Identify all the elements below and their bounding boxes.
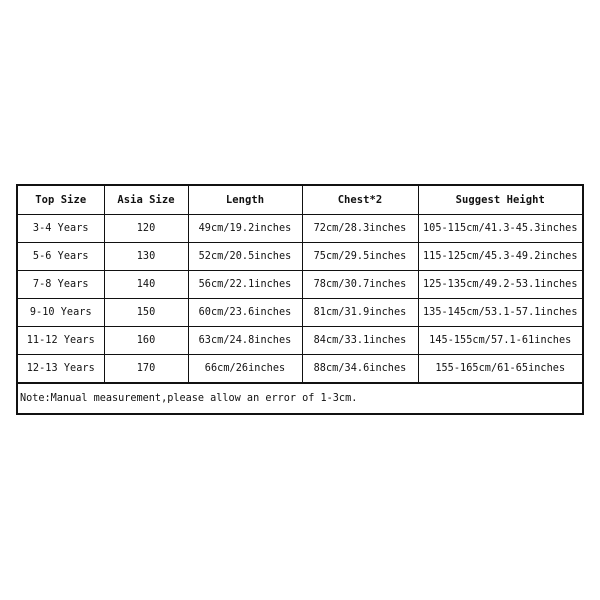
- cell-length: 63cm/24.8inches: [188, 327, 302, 355]
- size-table: [18, 186, 582, 383]
- cell-asia-size: 120: [104, 215, 188, 243]
- cell-top-size: 12-13 Years: [18, 355, 104, 383]
- header-suggest-height: Suggest Height: [418, 186, 582, 215]
- cell-chest: 75cm/29.5inches: [302, 243, 418, 271]
- cell-asia-size: 170: [104, 355, 188, 383]
- size-chart: [16, 184, 584, 415]
- cell-suggest-height: 105-115cm/41.3-45.3inches: [418, 215, 582, 243]
- cell-chest: 81cm/31.9inches: [302, 299, 418, 327]
- cell-top-size: 7-8 Years: [18, 271, 104, 299]
- cell-top-size: 5-6 Years: [18, 243, 104, 271]
- cell-asia-size: 140: [104, 271, 188, 299]
- cell-top-size: 9-10 Years: [18, 299, 104, 327]
- cell-chest: 84cm/33.1inches: [302, 327, 418, 355]
- table-row: [18, 215, 582, 243]
- cell-length: 56cm/22.1inches: [188, 271, 302, 299]
- header-length: Length: [188, 186, 302, 215]
- cell-chest: 88cm/34.6inches: [302, 355, 418, 383]
- table-row: [18, 327, 582, 355]
- cell-suggest-height: 115-125cm/45.3-49.2inches: [418, 243, 582, 271]
- cell-length: 52cm/20.5inches: [188, 243, 302, 271]
- cell-asia-size: 130: [104, 243, 188, 271]
- cell-suggest-height: 145-155cm/57.1-61inches: [418, 327, 582, 355]
- header-top-size: Top Size: [18, 186, 104, 215]
- cell-suggest-height: 125-135cm/49.2-53.1inches: [418, 271, 582, 299]
- cell-top-size: 3-4 Years: [18, 215, 104, 243]
- table-row: [18, 271, 582, 299]
- cell-length: 66cm/26inches: [188, 355, 302, 383]
- cell-chest: 72cm/28.3inches: [302, 215, 418, 243]
- header-asia-size: Asia Size: [104, 186, 188, 215]
- cell-suggest-height: 135-145cm/53.1-57.1inches: [418, 299, 582, 327]
- table-row: [18, 243, 582, 271]
- cell-length: 60cm/23.6inches: [188, 299, 302, 327]
- header-row: [18, 186, 582, 215]
- table-row: [18, 355, 582, 383]
- table-row: [18, 299, 582, 327]
- cell-top-size: 11-12 Years: [18, 327, 104, 355]
- header-chest: Chest*2: [302, 186, 418, 215]
- cell-length: 49cm/19.2inches: [188, 215, 302, 243]
- cell-chest: 78cm/30.7inches: [302, 271, 418, 299]
- cell-suggest-height: 155-165cm/61-65inches: [418, 355, 582, 383]
- measurement-note: Note:Manual measurement,please allow an error of 1-3cm.: [18, 383, 582, 413]
- cell-asia-size: 160: [104, 327, 188, 355]
- cell-asia-size: 150: [104, 299, 188, 327]
